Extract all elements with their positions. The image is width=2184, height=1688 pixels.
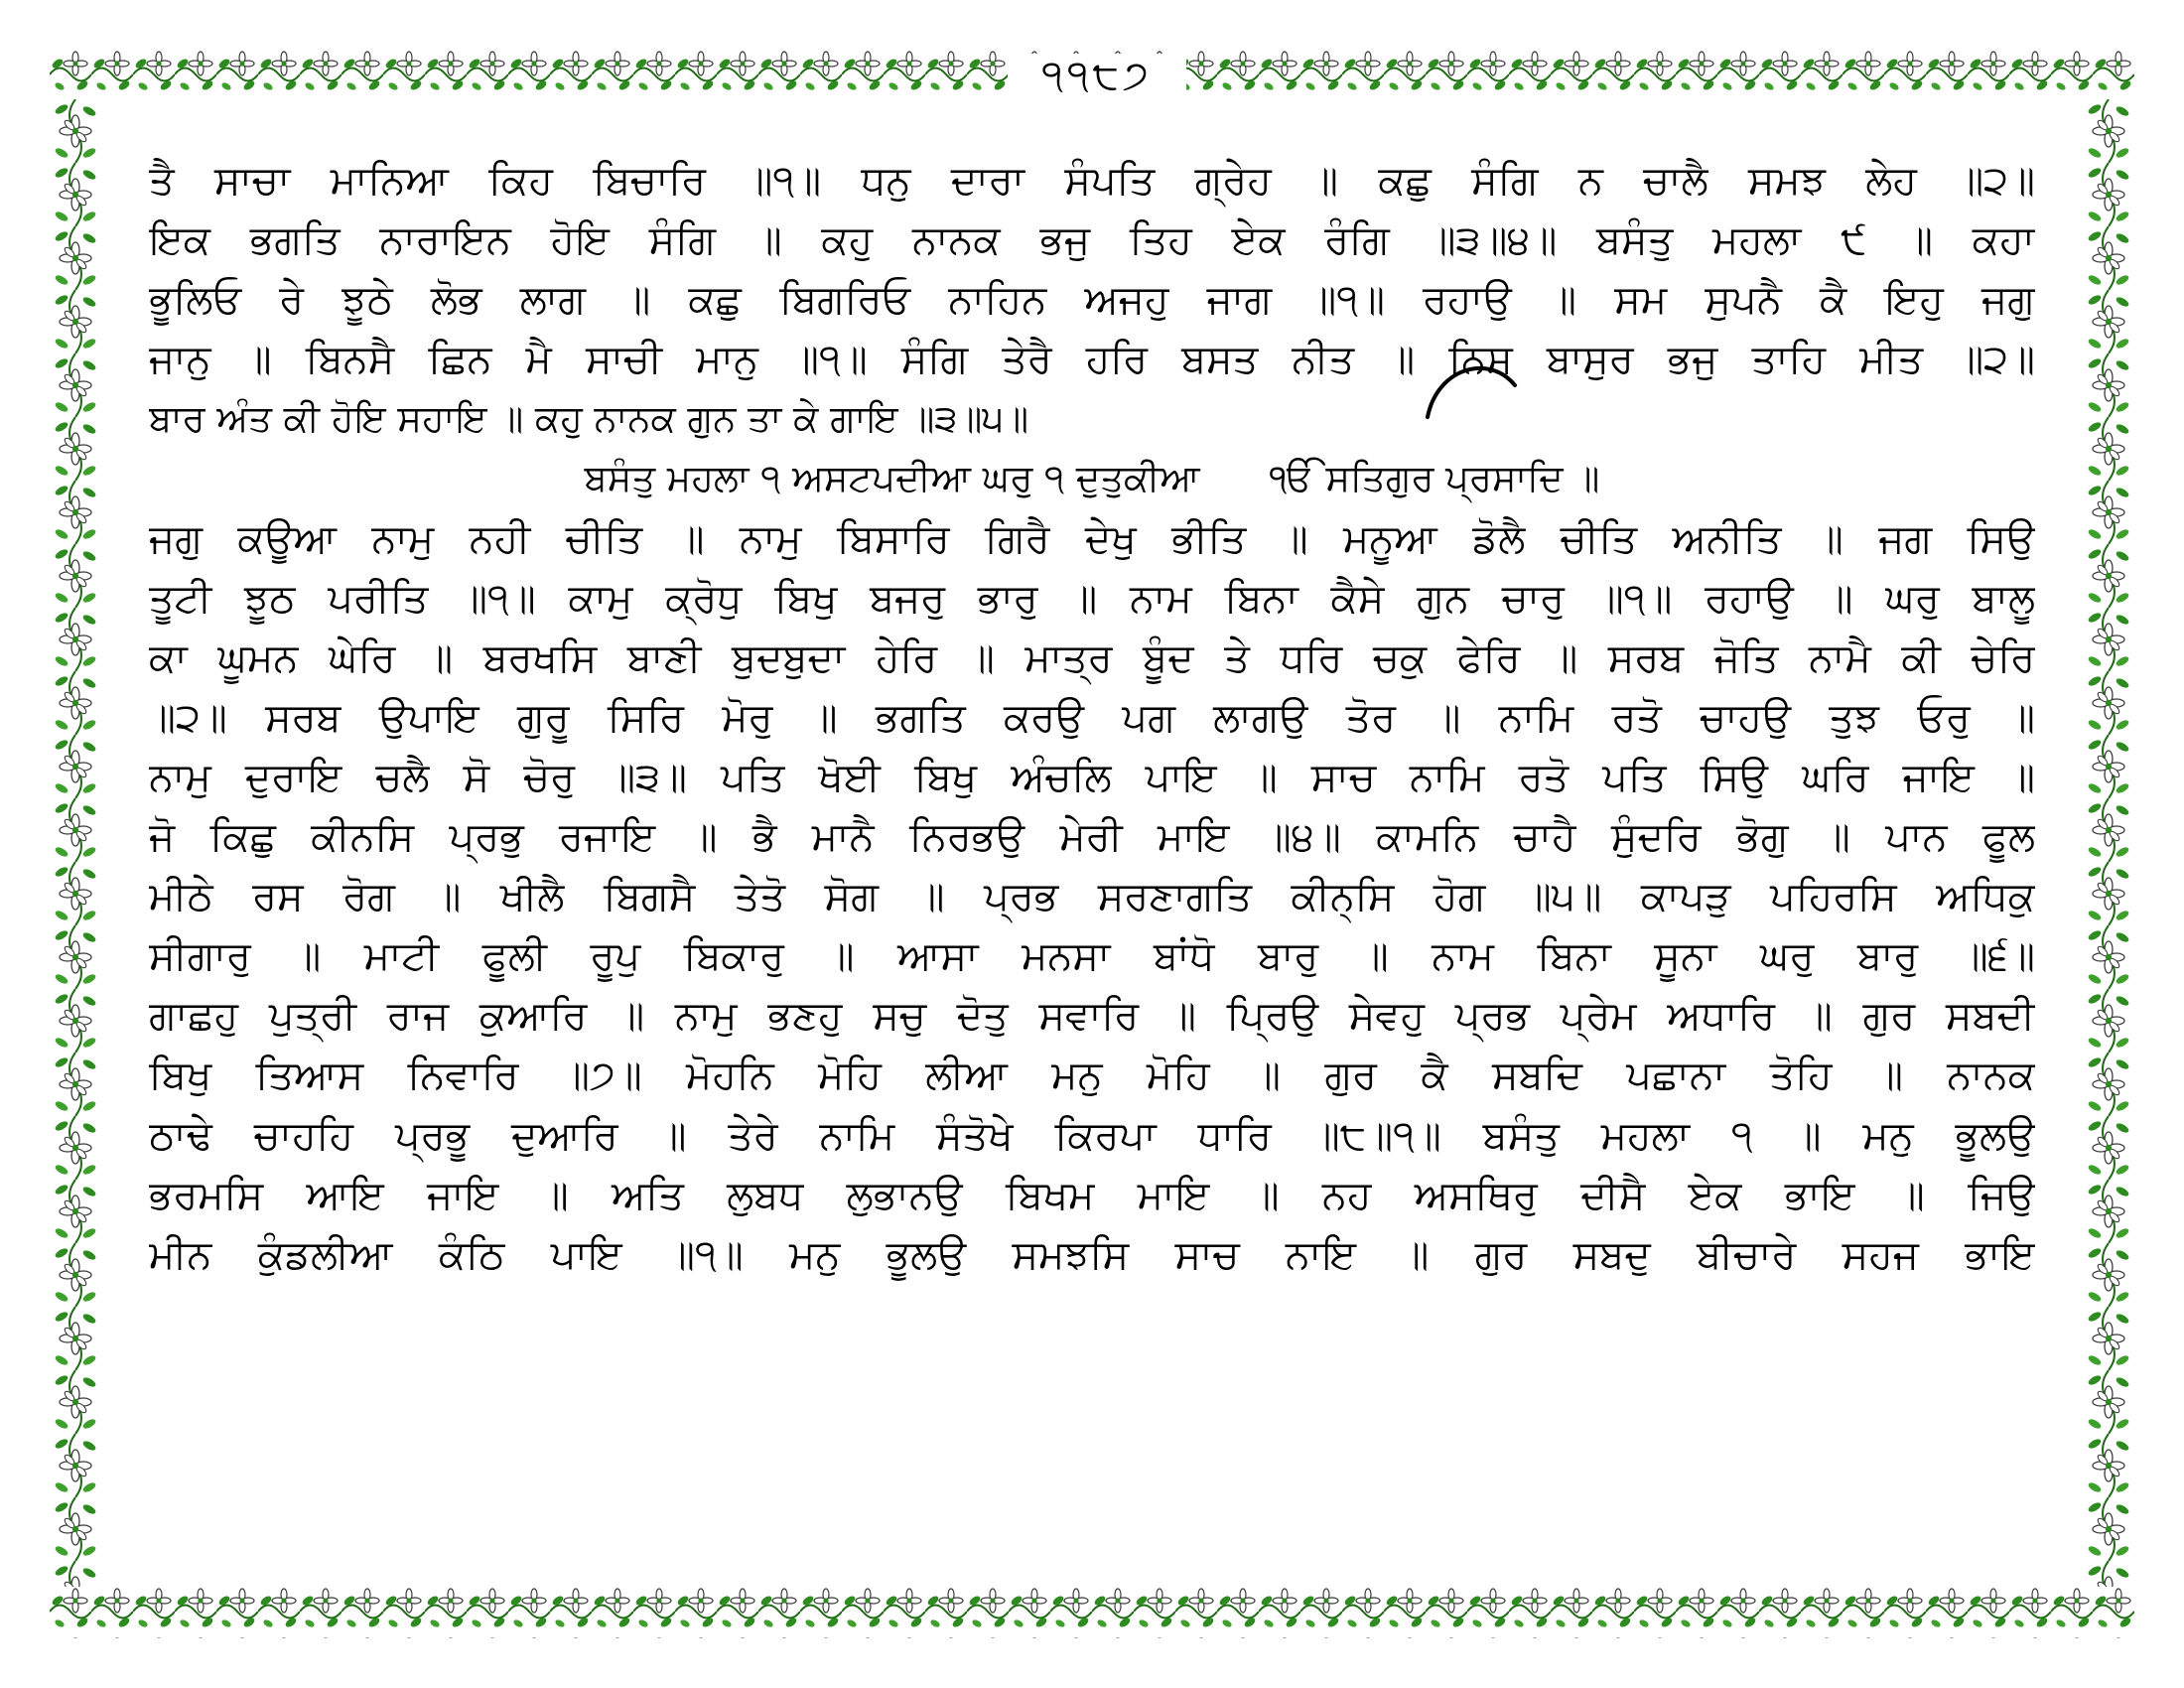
section-heading-title: ਬਸੰਤੁ ਮਹਲਾ ੧ ਅਸਟਪਦੀਆ ਘਰੁ ੧ ਦੁਤੁਕੀਆ — [584, 457, 1200, 500]
section-heading — [149, 449, 2035, 508]
text-line: ਜੋ ਕਿਛੁ ਕੀਨਸਿ ਪ੍ਰਭੁ ਰਜਾਇ ॥ ਭੈ ਮਾਨੈ ਨਿਰਭਉ ਮੇਰੀ ਮਾਇ ॥੪॥ ਕਾਮਨਿ ਚਾਹੈ ਸੁੰਦਰਿ ਭੋਗੁ ॥ ਪਾਨ ਫੂਲ — [149, 814, 2035, 861]
text-line: ਬਿਖੁ ਤਿਆਸ ਨਿਵਾਰਿ ॥੭॥ ਮੋਹਨਿ ਮੋਹਿ ਲੀਆ ਮਨੁ ਮੋਹਿ ॥ ਗੁਰ ਕੈ ਸਬਦਿ ਪਛਾਨਾ ਤੋਹਿ ॥ ਨਾਨਕ — [149, 1053, 2035, 1099]
text-line: ਨਾਮੁ ਦੁਰਾਇ ਚਲੈ ਸੋ ਚੋਰੁ ॥੩॥ ਪਤਿ ਖੋਈ ਬਿਖੁ ਅੰਚਲਿ ਪਾਇ ॥ ਸਾਚ ਨਾਮਿ ਰਤੋ ਪਤਿ ਸਿਉ ਘਰਿ ਜਾਇ ॥ — [149, 754, 2035, 800]
text-line: ਮੀਨ ਕੁੰਡਲੀਆ ਕੰਠਿ ਪਾਇ ॥੧॥ ਮਨੁ ਭੂਲਉ ਸਮਝਸਿ ਸਾਚ ਨਾਇ ॥ ਗੁਰ ਸਬਦੁ ਬੀਚਾਰੇ ਸਹਜ ਭਾਇ — [149, 1231, 2035, 1278]
floral-border-bottom — [50, 1587, 2134, 1638]
floral-vine-icon — [2083, 99, 2134, 1587]
floral-vine-icon — [50, 1587, 2134, 1638]
page-number: ੧੧੮੭ — [1008, 54, 1186, 97]
text-line: ਸੀਗਾਰੁ ॥ ਮਾਟੀ ਫੂਲੀ ਰੂਪੁ ਬਿਕਾਰੁ ॥ ਆਸਾ ਮਨਸਾ ਬਾਂਧੋ ਬਾਰੁ ॥ ਨਾਮ ਬਿਨਾ ਸੂਨਾ ਘਰੁ ਬਾਰੁ ॥੬॥ — [149, 933, 2035, 980]
text-line: ਮੀਠੇ ਰਸ ਰੋਗ ॥ ਖੀਲੈ ਬਿਗਸੈ ਤੇਤੋ ਸੋਗ ॥ ਪ੍ਰਭ ਸਰਣਾਗਤਿ ਕੀਨ੍ਸਿ ਹੋਗ ॥੫॥ ਕਾਪੜੁ ਪਹਿਰਸਿ ਅਧਿਕੁ — [149, 874, 2035, 920]
onkar-arc-icon — [1420, 355, 1529, 425]
text-line: ਕਾ ਘੂਮਨ ਘੇਰਿ ॥ ਬਰਖਸਿ ਬਾਣੀ ਬੁਦਬੁਦਾ ਹੇਰਿ ॥ ਮਾਤ੍ਰ ਬੂੰਦ ਤੇ ਧਰਿ ਚਕੁ ਫੇਰਿ ॥ ਸਰਬ ਜੋਤਿ ਨਾਮੈ ਕੀ ਚੇਰਿ — [149, 634, 2035, 681]
text-line: ਬਾਰ ਅੰਤ ਕੀ ਹੋਇ ਸਹਾਇ ॥ ਕਹੁ ਨਾਨਕ ਗੁਨ ਤਾ ਕੇ ਗਾਇ ॥੩॥੫॥ — [149, 397, 1029, 441]
text-line: ਜਾਨੁ ॥ ਬਿਨਸੈ ਛਿਨ ਮੈ ਸਾਚੀ ਮਾਨੁ ॥੧॥ ਸੰਗਿ ਤੇਰੈ ਹਰਿ ਬਸਤ ਨੀਤ ॥ ਨਿਸ ਬਾਸੁਰ ਭਜੁ ਤਾਹਿ ਮੀਤ ॥੨॥ — [149, 337, 2035, 383]
text-line: ਤੈ ਸਾਚਾ ਮਾਨਿਆ ਕਿਹ ਬਿਚਾਰਿ ॥੧॥ ਧਨੁ ਦਾਰਾ ਸੰਪਤਿ ਗ੍ਰੇਹ ॥ ਕਛੁ ਸੰਗਿ ਨ ਚਾਲੈ ਸਮਝ ਲੇਹ ॥੨॥ — [149, 158, 2035, 204]
text-line: ਇਕ ਭਗਤਿ ਨਾਰਾਇਨ ਹੋਇ ਸੰਗਿ ॥ ਕਹੁ ਨਾਨਕ ਭਜੁ ਤਿਹ ਏਕ ਰੰਗਿ ॥੩॥੪॥ ਬਸੰਤੁ ਮਹਲਾ ੯ ॥ ਕਹਾ — [149, 217, 2035, 264]
text-line: ਭੂਲਿਓ ਰੇ ਝੂਠੇ ਲੋਭ ਲਾਗ ॥ ਕਛੁ ਬਿਗਰਿਓ ਨਾਹਿਨ ਅਜਹੁ ਜਾਗ ॥੧॥ ਰਹਾਉ ॥ ਸਮ ਸੁਪਨੈ ਕੈ ਇਹੁ ਜਗੁ — [149, 277, 2035, 324]
text-line: ਜਗੁ ਕਊਆ ਨਾਮੁ ਨਹੀ ਚੀਤਿ ॥ ਨਾਮੁ ਬਿਸਾਰਿ ਗਿਰੈ ਦੇਖੁ ਭੀਤਿ ॥ ਮਨੂਆ ਡੋਲੈ ਚੀਤਿ ਅਨੀਤਿ ॥ ਜਗ ਸਿਉ — [149, 515, 2035, 562]
floral-vine-icon — [50, 99, 101, 1587]
text-line: ਠਾਢੇ ਚਾਹਹਿ ਪ੍ਰਭੂ ਦੁਆਰਿ ॥ ਤੇਰੇ ਨਾਮਿ ਸੰਤੋਖੇ ਕਿਰਪਾ ਧਾਰਿ ॥੮॥੧॥ ਬਸੰਤੁ ਮਹਲਾ ੧ ॥ ਮਨੁ ਭੂਲਉ — [149, 1112, 2035, 1159]
scripture-text-block — [149, 151, 2035, 1581]
floral-border-left — [50, 99, 101, 1587]
text-line: ਤੂਟੀ ਝੂਠ ਪਰੀਤਿ ॥੧॥ ਕਾਮੁ ਕ੍ਰੋਧੁ ਬਿਖੁ ਬਜਰੁ ਭਾਰੁ ॥ ਨਾਮ ਬਿਨਾ ਕੈਸੇ ਗੁਨ ਚਾਰੁ ॥੧॥ ਰਹਾਉ ॥ ਘਰੁ ਬਾਲੂ — [149, 575, 2035, 622]
mool-mantar-invocation: ੴ ਸਤਿਗੁਰ ਪ੍ਰਸਾਦਿ ॥ — [1269, 457, 1600, 500]
text-line: ਗਾਛਹੁ ਪੁਤ੍ਰੀ ਰਾਜ ਕੁਆਰਿ ॥ ਨਾਮੁ ਭਣਹੁ ਸਚੁ ਦੋਤੁ ਸਵਾਰਿ ॥ ਪ੍ਰਿਉ ਸੇਵਹੁ ਪ੍ਰਭ ਪ੍ਰੇਮ ਅਧਾਰਿ ॥ ਗੁਰ ਸਬਦੀ — [149, 993, 2035, 1040]
text-line: ਭਰਮਸਿ ਆਇ ਜਾਇ ॥ ਅਤਿ ਲੁਬਧ ਲੁਭਾਨਉ ਬਿਖਮ ਮਾਇ ॥ ਨਹ ਅਸਥਿਰੁ ਦੀਸੈ ਏਕ ਭਾਇ ॥ ਜਿਉ — [149, 1172, 2035, 1218]
text-line: ॥੨॥ ਸਰਬ ਉਪਾਇ ਗੁਰੂ ਸਿਰਿ ਮੋਰੁ ॥ ਭਗਤਿ ਕਰਉ ਪਗ ਲਾਗਉ ਤੋਰ ॥ ਨਾਮਿ ਰਤੋ ਚਾਹਉ ਤੁਝ ਓਰੁ ॥ — [149, 694, 2035, 741]
floral-border-right — [2083, 99, 2134, 1587]
